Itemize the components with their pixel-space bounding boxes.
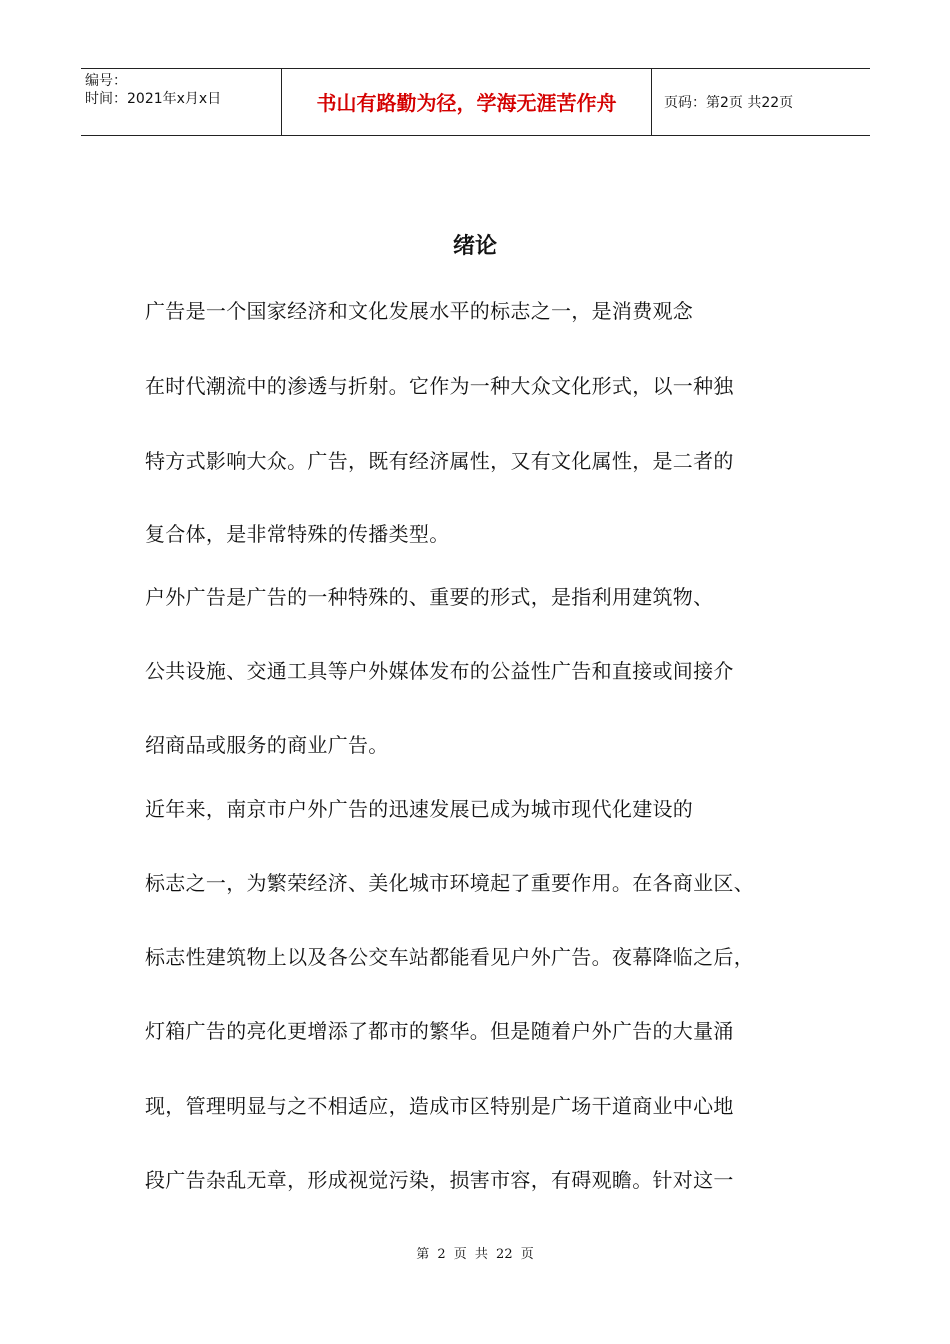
body-line: 在时代潮流中的渗透与折射。它作为一种大众文化形式，以一种独 <box>145 374 734 398</box>
page-footer: 第 2 页 共 22 页 <box>416 1247 534 1262</box>
document-number-label: 编号： <box>85 73 127 89</box>
body-line: 段广告杂乱无章，形成视觉污染，损害市容，有碍观瞻。针对这一 <box>145 1168 734 1192</box>
header-page-info: 页码：第2页 共22页 <box>664 95 794 111</box>
body-line: 标志之一，为繁荣经济、美化城市环境起了重要作用。在各商业区、 <box>145 871 754 895</box>
document-date: 时间：2021年x月x日 <box>85 91 222 107</box>
page-header <box>81 68 870 136</box>
header-motto: 书山有路勤为径，学海无涯苦作舟 <box>281 69 652 135</box>
body-line: 户外广告是广告的一种特殊的、重要的形式，是指利用建筑物、 <box>145 585 714 609</box>
header-meta <box>81 69 281 135</box>
body-line: 近年来，南京市户外广告的迅速发展已成为城市现代化建设的 <box>145 797 694 821</box>
document-title: 绪论 <box>452 234 497 259</box>
body-line: 标志性建筑物上以及各公交车站都能看见户外广告。夜幕降临之后， <box>145 945 754 969</box>
body-line: 绍商品或服务的商业广告。 <box>145 733 389 757</box>
body-line: 广告是一个国家经济和文化发展水平的标志之一，是消费观念 <box>145 299 694 323</box>
body-line: 现，管理明显与之不相适应，造成市区特别是广场干道商业中心地 <box>145 1094 734 1118</box>
body-line: 公共设施、交通工具等户外媒体发布的公益性广告和直接或间接介 <box>145 659 734 683</box>
body-line: 复合体，是非常特殊的传播类型。 <box>145 522 450 546</box>
body-line: 特方式影响大众。广告，既有经济属性，又有文化属性，是二者的 <box>145 449 734 473</box>
body-line: 灯箱广告的亮化更增添了都市的繁华。但是随着户外广告的大量涌 <box>145 1019 734 1043</box>
